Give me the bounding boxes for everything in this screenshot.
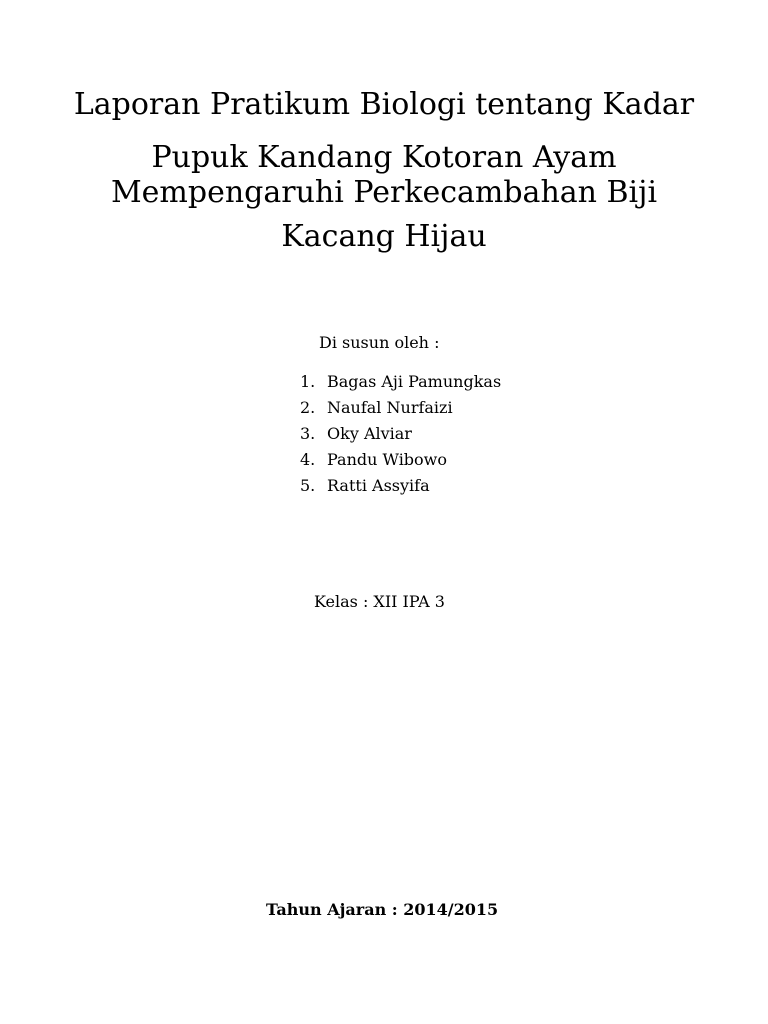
report-title-line-3: Mempengaruhi Perkecambahan Biji: [110, 175, 658, 210]
author-number: 3.: [300, 424, 316, 443]
author-item: [300, 450, 501, 476]
authored-by-label: Di susun oleh :: [319, 333, 440, 352]
author-number: 5.: [300, 476, 316, 495]
author-name: Oky Alviar: [327, 424, 412, 443]
author-number: 1.: [300, 372, 316, 391]
author-item: [300, 372, 501, 398]
author-list: [300, 372, 501, 502]
academic-year: Tahun Ajaran : 2014/2015: [266, 900, 499, 919]
author-item: [300, 424, 501, 450]
author-item: [300, 476, 501, 502]
author-name: Naufal Nurfaizi: [327, 398, 453, 417]
author-number: 4.: [300, 450, 316, 469]
author-name: Pandu Wibowo: [327, 450, 448, 469]
author-number: 2.: [300, 398, 316, 417]
author-name: Bagas Aji Pamungkas: [327, 372, 502, 391]
report-title-line-2: Pupuk Kandang Kotoran Ayam: [151, 140, 617, 175]
report-title-line-4: Kacang Hijau: [281, 219, 487, 254]
author-name: Ratti Assyifa: [327, 476, 430, 495]
report-title-line-1: Laporan Pratikum Biologi tentang Kadar: [73, 87, 695, 122]
class-label: Kelas : XII IPA 3: [314, 592, 445, 611]
author-item: [300, 398, 501, 424]
